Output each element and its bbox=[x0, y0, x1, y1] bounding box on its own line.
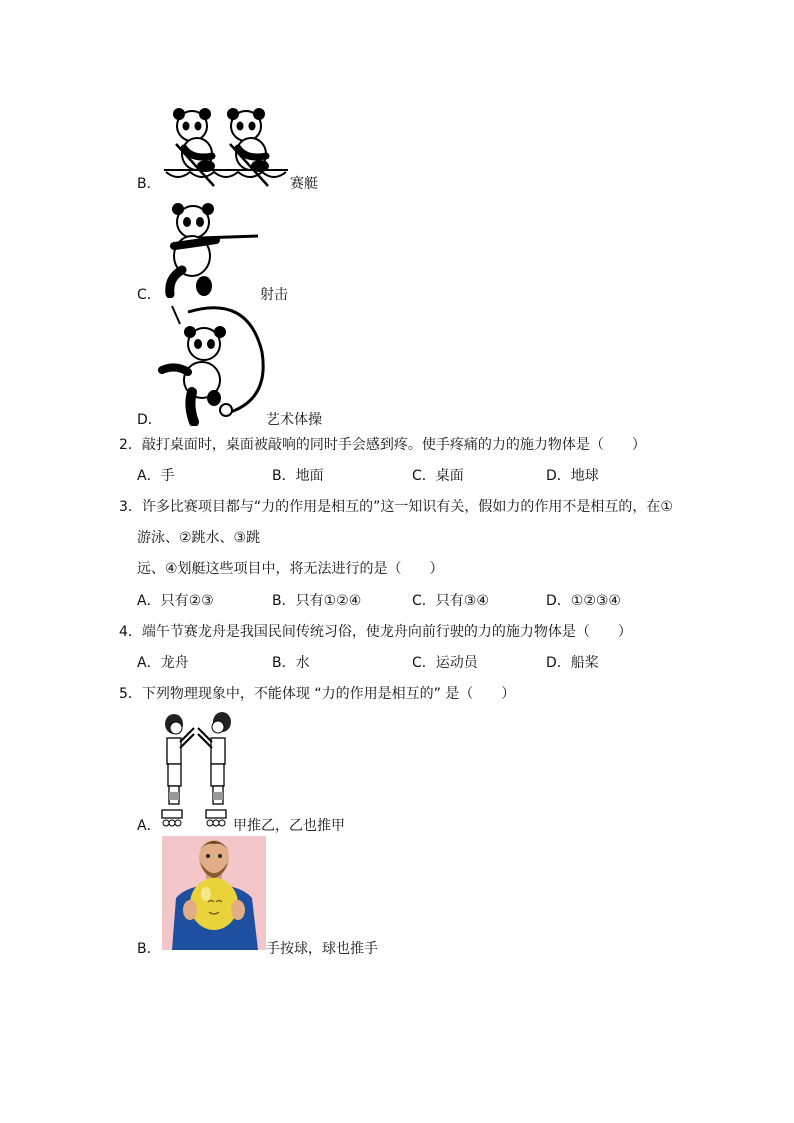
q3-stem-line2: 游泳、②跳水、③跳 bbox=[137, 530, 261, 546]
option-letter: B． bbox=[137, 941, 161, 957]
q2-option-c[interactable]: C．桌面 bbox=[412, 468, 464, 484]
q2-stem: 2．敲打桌面时，桌面被敲响的同时手会感到疼。使手疼痛的力的施力物体是（ ） bbox=[119, 437, 646, 453]
q2-option-b[interactable]: B．地面 bbox=[272, 468, 324, 484]
option-caption: 手按球，球也推手 bbox=[266, 941, 378, 957]
q3-option-c[interactable]: C．只有③④ bbox=[412, 593, 489, 609]
panda-shooting-icon bbox=[160, 200, 260, 298]
man-balloon-photo bbox=[162, 836, 266, 950]
option-letter: D． bbox=[137, 412, 162, 428]
option-letter: B． bbox=[137, 176, 161, 192]
q4-stem: 4．端午节赛龙舟是我国民间传统习俗，使龙舟向前行驶的力的施力物体是（ ） bbox=[119, 624, 632, 640]
skaters-pushing-icon bbox=[160, 710, 232, 832]
q4-option-a[interactable]: A．龙舟 bbox=[137, 655, 189, 671]
q3-option-d[interactable]: D．①②③④ bbox=[546, 593, 621, 609]
q3-stem-line3: 远、④划艇这些项目中，将无法进行的是（ ） bbox=[137, 561, 444, 577]
option-letter: C． bbox=[137, 287, 161, 303]
panda-gymnastics-icon bbox=[158, 302, 268, 426]
option-caption: 赛艇 bbox=[290, 176, 318, 192]
option-caption: 艺术体操 bbox=[266, 412, 322, 428]
q4-option-d[interactable]: D．船桨 bbox=[546, 655, 599, 671]
option-caption: 射击 bbox=[260, 287, 288, 303]
q5-stem: 5．下列物理现象中，不能体现 “力的作用是相互的” 是（ ） bbox=[119, 686, 516, 702]
option-caption: 甲推乙，乙也推甲 bbox=[233, 818, 345, 834]
q3-option-b[interactable]: B．只有①②④ bbox=[272, 593, 362, 609]
panda-rowing-icon bbox=[162, 104, 290, 188]
q3-stem-line1: 3．许多比赛项目都与“力的作用是相互的”这一知识有关，假如力的作用不是相互的，在① bbox=[119, 499, 673, 515]
q2-option-d[interactable]: D．地球 bbox=[546, 468, 599, 484]
q2-option-a[interactable]: A．手 bbox=[137, 468, 175, 484]
q3-option-a[interactable]: A．只有②③ bbox=[137, 593, 214, 609]
q4-option-b[interactable]: B．水 bbox=[272, 655, 310, 671]
option-letter: A． bbox=[137, 818, 161, 834]
q4-option-c[interactable]: C．运动员 bbox=[412, 655, 478, 671]
